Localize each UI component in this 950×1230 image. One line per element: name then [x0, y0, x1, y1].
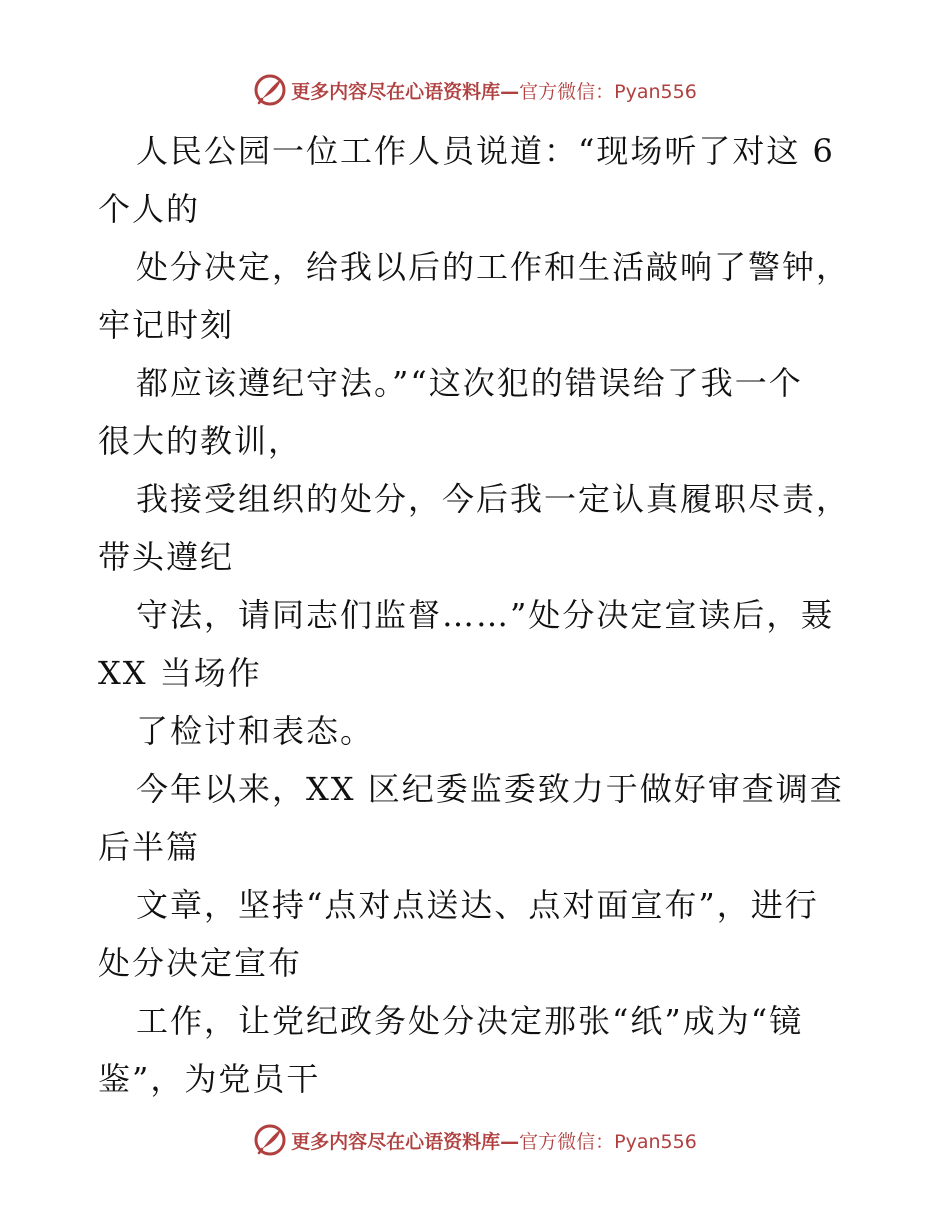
- document-body: [98, 122, 858, 1108]
- text-line: 了检讨和表态。: [136, 712, 375, 750]
- text-line: 守法，请同志们监督……”处分决定宣读后，聂: [136, 596, 835, 634]
- text-line: 鉴”，为党员干: [98, 1060, 321, 1098]
- text-line: XX 当场作: [98, 654, 262, 692]
- text-line: 后半篇: [98, 828, 201, 866]
- text-line: 个人的: [98, 190, 201, 228]
- footer-banner: [0, 1120, 950, 1160]
- footer-banner-contact: 官方微信：Pyan556: [519, 1130, 697, 1153]
- text-line: 很大的教训，: [98, 422, 303, 460]
- quill-pen-logo-icon: [253, 73, 287, 107]
- text-line: 文章，坚持“点对点送达、点对面宣布”，进行: [136, 886, 819, 924]
- text-line: 我接受组织的处分，今后我一定认真履职尽责，: [136, 480, 851, 518]
- text-line: 带头遵纪: [98, 538, 235, 576]
- text-line: 牢记时刻: [98, 306, 235, 344]
- header-banner: [0, 70, 950, 110]
- text-line: 都应该遵纪守法。”“这次犯的错误给了我一个: [136, 364, 803, 402]
- text-line: 人民公园一位工作人员说道：“现场听了对这 6: [136, 132, 835, 170]
- text-line: 工作，让党纪政务处分决定那张“纸”成为“镜: [136, 1002, 804, 1040]
- text-line: 处分决定宣布: [98, 944, 303, 982]
- text-line: 今年以来，XX 区纪委监委致力于做好审查调查: [136, 770, 844, 808]
- text-line: 处分决定，给我以后的工作和生活敲响了警钟，: [136, 248, 851, 286]
- footer-banner-text: 更多内容尽在心语资料库—官方微信：Pyan556: [291, 1130, 697, 1153]
- header-banner-text: 更多内容尽在心语资料库—官方微信：Pyan556: [291, 80, 697, 103]
- quill-pen-logo-icon: [253, 1123, 287, 1157]
- header-banner-contact: 官方微信：Pyan556: [519, 80, 697, 103]
